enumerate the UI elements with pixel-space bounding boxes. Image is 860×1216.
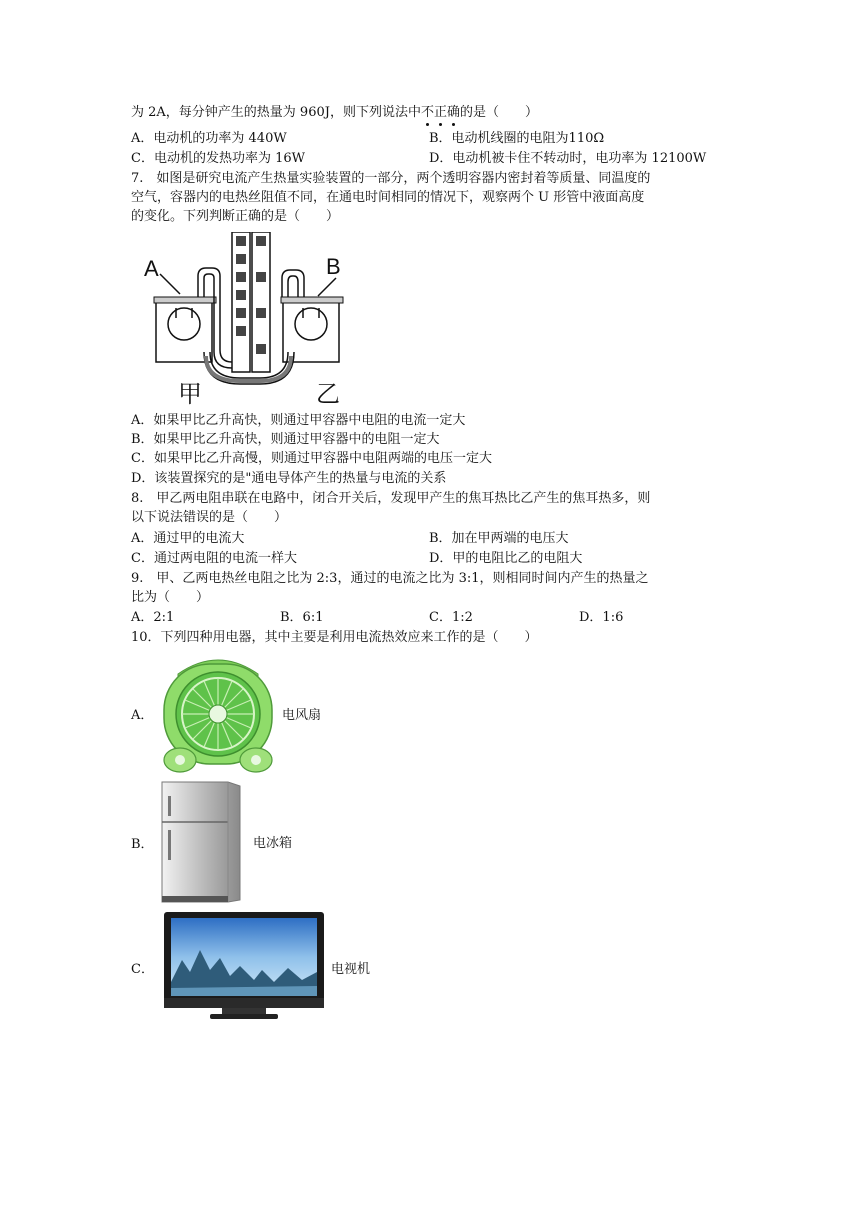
q8-option-d: D．甲的电阻比乙的电阻大 xyxy=(429,551,583,566)
q8-option-c: C．通过两电阻的电流一样大 xyxy=(131,551,297,566)
q10-option-c-label: 电视机 xyxy=(331,962,371,977)
q7-stem-line1: 7. 如图是研究电流产生热量实验装置的一部分，两个透明容器内密封着等质量、同温度的 xyxy=(131,171,651,186)
label-b: B xyxy=(326,254,341,279)
refrigerator-image xyxy=(158,778,244,904)
q7-stem-line2: 空气，容器内的电热丝阻值不同，在通电时间相同的情况下，观察两个 U 形管中液面高度 xyxy=(131,190,645,205)
emphasis-char: 确 xyxy=(446,105,460,120)
electric-fan-image xyxy=(158,652,278,776)
q7-stem-line3: 的变化。下列判断正确的是（ ） xyxy=(131,209,340,224)
q8-option-b: B．加在甲两端的电压大 xyxy=(429,531,569,546)
q8-stem-line1: 8. 甲乙两电阻串联在电路中，闭合开关后，发现甲产生的焦耳热比乙产生的焦耳热多，则 xyxy=(131,491,651,506)
q9-option-a: A．2:1 xyxy=(131,610,175,625)
q6-option-a: A．电动机的功率为 440W xyxy=(131,131,287,146)
q9-option-d: D．1:6 xyxy=(579,610,624,625)
q9-option-c: C．1:2 xyxy=(429,610,473,625)
television-image xyxy=(162,910,326,1022)
label-yi: 乙 xyxy=(316,380,340,407)
q7-option-a: A．如果甲比乙升高快，则通过甲容器中电阻的电流一定大 xyxy=(131,413,466,428)
emphasis-char: 正 xyxy=(433,105,447,120)
q9-option-b: B．6:1 xyxy=(280,610,324,625)
q6-option-d: D．电动机被卡住不转动时，电功率为 12100W xyxy=(429,151,707,166)
q7-option-d: D．该装置探究的是"通电导体产生的热量与电流的关系 xyxy=(131,471,447,486)
q10-option-b-letter: B． xyxy=(131,837,154,852)
q6-option-b: B．电动机线圈的电阻为110Ω xyxy=(429,131,605,146)
q6-stem xyxy=(131,104,538,122)
q10-option-a-letter: A． xyxy=(131,708,154,723)
u-tube-apparatus-figure xyxy=(140,232,370,407)
q10-option-b-label: 电冰箱 xyxy=(253,836,293,851)
q6-stem-pre: 为 2A，每分钟产生的热量为 960J，则下列说法中 xyxy=(131,105,421,120)
q9-stem-line1: 9. 甲、乙两电热丝电阻之比为 2:3，通过的电流之比为 3:1，则相同时间内产生的热量之 xyxy=(131,571,649,586)
q6-option-c: C．电动机的发热功率为 16W xyxy=(131,151,305,166)
q10-option-a-label: 电风扇 xyxy=(282,708,322,723)
q8-option-a: A．通过甲的电流大 xyxy=(131,531,245,546)
label-a: A xyxy=(144,256,159,281)
label-jia: 甲 xyxy=(178,380,202,407)
q7-option-b: B．如果甲比乙升高快，则通过甲容器中的电阻一定大 xyxy=(131,432,440,447)
q10-stem: 10．下列四种用电器，其中主要是利用电流热效应来工作的是（ ） xyxy=(131,630,538,645)
q9-stem-line2: 比为（ ） xyxy=(131,590,210,605)
emphasis-char: 不 xyxy=(420,105,434,120)
q10-option-c-letter: C． xyxy=(131,962,154,977)
q6-stem-post: 的是（ ） xyxy=(460,105,539,120)
q7-option-c: C．如果甲比乙升高慢，则通过甲容器中电阻两端的电压一定大 xyxy=(131,451,492,466)
q8-stem-line2: 以下说法错误的是（ ） xyxy=(131,510,288,525)
